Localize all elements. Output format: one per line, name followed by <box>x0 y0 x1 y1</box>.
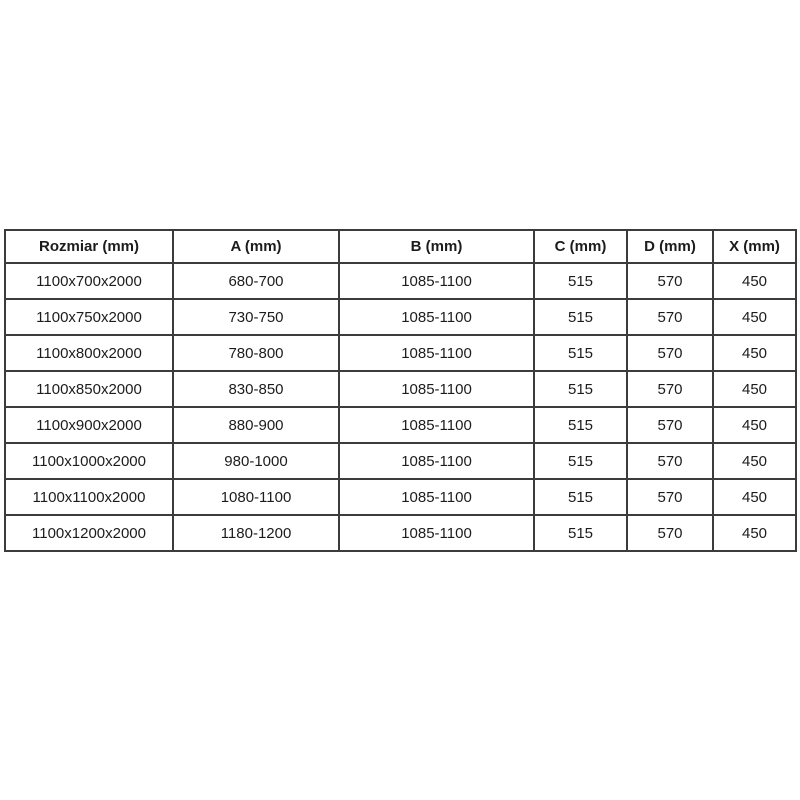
table-cell: 515 <box>534 479 627 515</box>
column-header: Rozmiar (mm) <box>5 230 173 263</box>
table-cell: 515 <box>534 515 627 551</box>
table-cell: 1100x1100x2000 <box>5 479 173 515</box>
table-cell: 680-700 <box>173 263 339 299</box>
column-header: D (mm) <box>627 230 713 263</box>
table-cell: 570 <box>627 263 713 299</box>
table-row <box>5 407 796 443</box>
table-cell: 1085-1100 <box>339 407 534 443</box>
table-cell: 450 <box>713 263 796 299</box>
table-cell: 450 <box>713 299 796 335</box>
table-cell: 730-750 <box>173 299 339 335</box>
table-cell: 450 <box>713 515 796 551</box>
table-cell: 515 <box>534 443 627 479</box>
table-cell: 1085-1100 <box>339 515 534 551</box>
table-cell: 450 <box>713 407 796 443</box>
table-body <box>5 263 796 551</box>
table-cell: 1085-1100 <box>339 335 534 371</box>
table-row <box>5 371 796 407</box>
table-cell: 570 <box>627 443 713 479</box>
table-cell: 880-900 <box>173 407 339 443</box>
table-cell: 1085-1100 <box>339 263 534 299</box>
table-cell: 780-800 <box>173 335 339 371</box>
table-cell: 1100x750x2000 <box>5 299 173 335</box>
table-cell: 1085-1100 <box>339 443 534 479</box>
table-cell: 515 <box>534 299 627 335</box>
table-cell: 1100x800x2000 <box>5 335 173 371</box>
column-header: X (mm) <box>713 230 796 263</box>
table-cell: 1180-1200 <box>173 515 339 551</box>
table-cell: 450 <box>713 371 796 407</box>
table-row <box>5 263 796 299</box>
table-cell: 1085-1100 <box>339 479 534 515</box>
table-cell: 1100x1000x2000 <box>5 443 173 479</box>
table-cell: 1080-1100 <box>173 479 339 515</box>
table-cell: 980-1000 <box>173 443 339 479</box>
table-cell: 570 <box>627 479 713 515</box>
table-cell: 1100x700x2000 <box>5 263 173 299</box>
table-cell: 515 <box>534 335 627 371</box>
table-cell: 1085-1100 <box>339 299 534 335</box>
table-cell: 570 <box>627 515 713 551</box>
table-cell: 450 <box>713 335 796 371</box>
table-cell: 1085-1100 <box>339 371 534 407</box>
table-row <box>5 515 796 551</box>
table-header-row <box>5 230 796 263</box>
column-header: C (mm) <box>534 230 627 263</box>
table-cell: 450 <box>713 443 796 479</box>
table-cell: 570 <box>627 371 713 407</box>
table-cell: 830-850 <box>173 371 339 407</box>
table-cell: 1100x1200x2000 <box>5 515 173 551</box>
table-cell: 515 <box>534 371 627 407</box>
table-cell: 1100x850x2000 <box>5 371 173 407</box>
table-row <box>5 443 796 479</box>
table-row <box>5 299 796 335</box>
table-cell: 450 <box>713 479 796 515</box>
table-cell: 1100x900x2000 <box>5 407 173 443</box>
dimensions-table <box>4 229 797 552</box>
table-cell: 570 <box>627 335 713 371</box>
column-header: A (mm) <box>173 230 339 263</box>
table-cell: 570 <box>627 299 713 335</box>
table-row <box>5 335 796 371</box>
table-cell: 570 <box>627 407 713 443</box>
table-cell: 515 <box>534 263 627 299</box>
column-header: B (mm) <box>339 230 534 263</box>
table-cell: 515 <box>534 407 627 443</box>
table-row <box>5 479 796 515</box>
